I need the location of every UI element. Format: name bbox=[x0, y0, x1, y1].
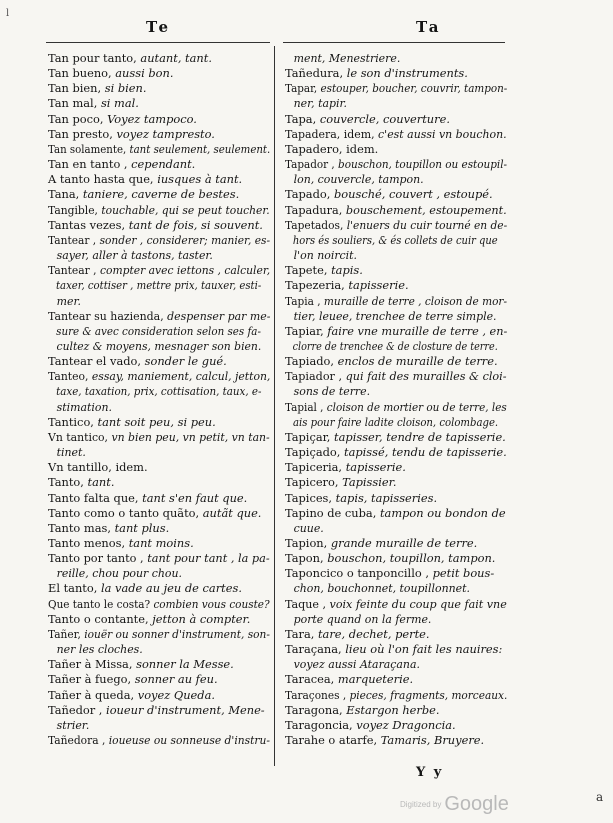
headword: Que tanto le costa? bbox=[48, 596, 154, 611]
dictionary-entry bbox=[48, 187, 270, 202]
headword: Tapadero, idem. bbox=[285, 141, 379, 156]
headword: Tañedura, bbox=[285, 66, 347, 81]
headword: A tanto hasta que, bbox=[48, 172, 158, 187]
dictionary-entry bbox=[285, 566, 507, 581]
dictionary-entry bbox=[285, 66, 507, 81]
headword: Taque , bbox=[285, 596, 330, 611]
headword: Taragoncia, bbox=[285, 717, 357, 732]
headword: Tantear el vado, bbox=[48, 354, 145, 369]
translation: Tamaris, Bruyere. bbox=[380, 733, 485, 748]
translation: si bien. bbox=[104, 81, 147, 96]
translation: Tapissier. bbox=[342, 475, 397, 490]
translation: tant moins. bbox=[128, 536, 194, 550]
dictionary-entry bbox=[285, 445, 507, 460]
dictionary-entry bbox=[48, 551, 268, 566]
entry-continuation bbox=[48, 278, 262, 293]
entry-continuation bbox=[285, 384, 498, 399]
translation: taniere, caverne de bestes. bbox=[82, 187, 240, 202]
entry-continuation bbox=[48, 384, 262, 399]
entry-continuation bbox=[48, 566, 261, 581]
headword: Tañedor , bbox=[48, 702, 107, 717]
translation: vn bien peu, vn petit, vn tan- bbox=[111, 429, 270, 444]
headword: Taracea, bbox=[285, 672, 338, 687]
translation: mer. bbox=[56, 293, 81, 308]
translation: bousché, couvert , estoupé. bbox=[333, 187, 493, 202]
headword: Tanto como o tanto quãto, bbox=[48, 505, 203, 520]
translation: Estargon herbe. bbox=[346, 702, 440, 717]
dictionary-entry bbox=[285, 596, 507, 612]
headword: Tañedora , bbox=[48, 733, 109, 748]
translation: tant pour tant , la pa- bbox=[147, 551, 270, 566]
headword: Tapiar, bbox=[285, 323, 328, 338]
headword: Tapadura, bbox=[285, 202, 346, 217]
translation: reille, chou pour chou. bbox=[56, 566, 182, 581]
running-head-right: Ta bbox=[416, 18, 442, 36]
translation: clorre de trenchee & de closture de terre. bbox=[292, 338, 498, 353]
dictionary-entry bbox=[48, 232, 271, 248]
dictionary-entry bbox=[48, 96, 270, 111]
translation: ner, tapir. bbox=[293, 96, 347, 111]
dictionary-entry bbox=[285, 627, 507, 642]
headword: Tapezeria, bbox=[285, 278, 349, 293]
translation: iouër ou sonner d'instrument, son- bbox=[84, 626, 270, 641]
headword: Tanto falta que, bbox=[48, 490, 143, 505]
entry-continuation bbox=[48, 248, 261, 263]
dictionary-entry bbox=[48, 429, 270, 445]
dictionary-entry bbox=[48, 733, 270, 748]
dictionary-entry bbox=[285, 293, 508, 309]
dictionary-entry bbox=[285, 369, 507, 384]
dictionary-entry bbox=[48, 506, 270, 521]
translation: cuue. bbox=[293, 520, 324, 535]
signature-mark: Y y bbox=[416, 765, 444, 780]
dictionary-entry bbox=[48, 657, 270, 672]
translation: l'on noircit. bbox=[293, 248, 358, 263]
dictionary-entry bbox=[285, 112, 507, 127]
dictionary-entry bbox=[285, 703, 507, 718]
translation: cultez & moyens, mesnager son bien. bbox=[56, 338, 262, 353]
translation: qui fait des murailles & cloi- bbox=[345, 369, 507, 384]
headword: Tantear , bbox=[48, 232, 100, 247]
translation: stimation. bbox=[56, 399, 112, 414]
dictionary-entry bbox=[48, 521, 270, 536]
translation: tant s'en faut que. bbox=[142, 490, 248, 505]
dictionary-entry bbox=[285, 354, 507, 369]
left-column bbox=[48, 51, 270, 748]
headword: Tapices, bbox=[285, 490, 336, 505]
translation: Voyez tampoco. bbox=[107, 111, 197, 126]
translation: tier, leuee, trenchee de terre simple. bbox=[293, 308, 497, 323]
headword: Tan presto, bbox=[48, 126, 117, 141]
entry-continuation bbox=[48, 323, 261, 339]
translation: voyez aussi Ataraçana. bbox=[293, 657, 420, 672]
translation: combien vous couste? bbox=[153, 596, 270, 611]
translation: essay, maniement, calcul, jetton, bbox=[91, 369, 271, 384]
translation: c'est aussi vn bouchon. bbox=[378, 126, 507, 141]
dictionary-entry bbox=[285, 187, 507, 202]
headword: Tan bueno, bbox=[48, 66, 116, 81]
headword: Tantear su hazienda, bbox=[48, 308, 168, 323]
entry-continuation bbox=[48, 445, 261, 460]
dictionary-entry bbox=[48, 66, 270, 81]
translation: le son d'instruments. bbox=[346, 66, 468, 81]
headword: Tanteo, bbox=[48, 369, 92, 384]
dictionary-entry bbox=[48, 703, 270, 718]
dictionary-entry bbox=[48, 369, 271, 384]
headword: Tañer, bbox=[48, 626, 85, 641]
translation: iusques à tant. bbox=[157, 172, 243, 187]
dictionary-entry bbox=[48, 688, 270, 703]
headword: Tapial , bbox=[285, 399, 327, 414]
translation: bouschon, toupillon ou estoupil- bbox=[338, 157, 508, 172]
headword: Tarahe o atarfe, bbox=[285, 733, 381, 748]
headword: Tapon, bbox=[285, 551, 328, 566]
translation: cependant. bbox=[131, 157, 196, 172]
dictionary-entry bbox=[48, 491, 270, 506]
dictionary-entry bbox=[48, 536, 270, 551]
dictionary-entry bbox=[285, 733, 507, 748]
column-divider bbox=[274, 46, 275, 766]
dictionary-entry bbox=[48, 581, 270, 596]
dictionary-entry bbox=[48, 141, 271, 157]
headword: Tañer à fuego, bbox=[48, 672, 135, 687]
translation: chon, bouchonnet, toupillonnet. bbox=[293, 581, 470, 596]
translation: pieces, fragments, morceaux. bbox=[349, 687, 508, 702]
dictionary-entry bbox=[48, 51, 270, 66]
entry-continuation bbox=[285, 414, 499, 430]
headword: Taraçana, bbox=[285, 642, 346, 657]
entry-continuation bbox=[48, 294, 261, 309]
dictionary-entry bbox=[48, 672, 270, 687]
dictionary-entry bbox=[285, 687, 508, 703]
translation: la vade au jeu de cartes. bbox=[100, 581, 242, 596]
dictionary-entry bbox=[285, 81, 508, 96]
dictionary-entry bbox=[285, 217, 508, 233]
entry-continuation bbox=[285, 338, 498, 354]
headword: Tapion, bbox=[285, 536, 331, 550]
translation: ioueuse ou sonneuse d'instru- bbox=[108, 733, 270, 748]
headword: Tapete, bbox=[285, 263, 332, 278]
headword: Tangible, bbox=[48, 202, 102, 217]
edge-mark: a bbox=[596, 790, 604, 804]
entry-continuation bbox=[48, 338, 262, 354]
dictionary-entry bbox=[285, 263, 507, 278]
headword: Taragona, bbox=[285, 702, 347, 717]
headword: Taraçones , bbox=[285, 687, 350, 702]
dictionary-entry bbox=[48, 157, 270, 172]
translation: tare, dechet, perte. bbox=[317, 626, 430, 641]
headword: Taponcico o tanponcillo , bbox=[285, 566, 433, 581]
headword: Vn tantillo, idem. bbox=[48, 460, 148, 475]
dictionary-entry bbox=[285, 142, 507, 157]
translation: lieu où l'on fait les nauires: bbox=[345, 642, 503, 657]
translation: petit bous- bbox=[432, 566, 495, 581]
dictionary-entry bbox=[48, 127, 270, 142]
entry-continuation bbox=[285, 51, 498, 66]
headword: Tana, bbox=[48, 187, 83, 202]
translation: voyez tampresto. bbox=[116, 126, 215, 141]
dictionary-entry bbox=[285, 126, 507, 142]
translation: sure & avec consideration selon ses fa- bbox=[56, 323, 261, 338]
translation: bouschon, toupillon, tampon. bbox=[327, 551, 496, 566]
entry-continuation bbox=[285, 309, 498, 324]
translation: voyez Queda. bbox=[137, 687, 215, 702]
translation: tinet. bbox=[56, 445, 86, 460]
dictionary-entry bbox=[48, 112, 270, 127]
translation: tapisser, tendre de tapisserie. bbox=[334, 429, 506, 444]
translation: strier. bbox=[56, 717, 90, 732]
running-head-left: Te bbox=[146, 18, 171, 36]
headword: Tapino de cuba, bbox=[285, 505, 380, 520]
dictionary-entry bbox=[48, 596, 270, 612]
entry-continuation bbox=[285, 172, 498, 187]
dictionary-entry bbox=[285, 672, 507, 687]
translation: ioueur d'instrument, Mene- bbox=[106, 702, 265, 717]
translation: lon, couvercle, tampon. bbox=[293, 172, 424, 187]
dictionary-entry bbox=[285, 323, 508, 339]
entry-continuation bbox=[48, 642, 261, 657]
translation: sons de terre. bbox=[293, 384, 371, 399]
dictionary-entry bbox=[285, 157, 508, 172]
translation: l'enuers du cuir tourné en de- bbox=[346, 217, 508, 232]
headword: Tapadera, idem, bbox=[285, 126, 379, 141]
digitized-watermark bbox=[400, 793, 509, 816]
translation: estouper, boucher, couvrir, tampon- bbox=[320, 81, 508, 96]
translation: faire vne muraille de terre , en- bbox=[327, 323, 508, 338]
google-logo: Google bbox=[444, 793, 509, 815]
dictionary-entry bbox=[48, 415, 270, 430]
translation: taxer, cottiser , mettre prix, tauxer, esti- bbox=[55, 278, 262, 293]
headword: Tañer à Missa, bbox=[48, 657, 137, 672]
headword: Tapia , bbox=[285, 293, 324, 308]
dictionary-entry bbox=[48, 218, 270, 233]
translation: ment, Menestriere. bbox=[293, 51, 401, 65]
translation: tapis, tapisseries. bbox=[335, 490, 438, 505]
headword: Tanto o contante, bbox=[48, 611, 153, 626]
dictionary-entry bbox=[48, 612, 270, 627]
headword: Tapetados, bbox=[285, 217, 347, 232]
headword: Tantas vezes, bbox=[48, 217, 129, 232]
translation: hors és souliers, & és collets de cuir que bbox=[292, 232, 498, 247]
dictionary-entry bbox=[285, 430, 507, 445]
headword: Tañer à queda, bbox=[48, 687, 138, 702]
dictionary-entry bbox=[48, 263, 271, 278]
entry-continuation bbox=[285, 581, 498, 596]
dictionary-entry bbox=[285, 475, 507, 490]
translation: sonder le gué. bbox=[144, 354, 227, 369]
translation: marqueterie. bbox=[337, 672, 414, 687]
headword: Tapiador , bbox=[285, 369, 346, 384]
translation: ner les cloches. bbox=[56, 642, 143, 657]
dictionary-entry bbox=[285, 202, 507, 218]
translation: bouschement, estoupement. bbox=[345, 202, 507, 217]
dictionary-entry bbox=[285, 460, 507, 475]
translation: compter avec iettons , calculer, bbox=[100, 263, 271, 278]
dictionary-entry bbox=[285, 399, 507, 415]
dictionary-entry bbox=[48, 81, 270, 96]
headword: Tan poco, bbox=[48, 111, 108, 126]
dictionary-entry bbox=[48, 172, 270, 187]
translation: sonder , considerer; manier, es- bbox=[99, 232, 271, 247]
entry-continuation bbox=[285, 232, 498, 248]
headword: Tapiçar, bbox=[285, 429, 335, 444]
translation: tapisserie. bbox=[345, 460, 406, 475]
entry-continuation bbox=[285, 521, 498, 536]
headword: Tapado, bbox=[285, 187, 334, 202]
headword: Tapiceria, bbox=[285, 460, 346, 475]
head-rule-right bbox=[283, 42, 505, 43]
translation: enclos de muraille de terre. bbox=[337, 354, 498, 369]
headword: Tantear , bbox=[48, 263, 101, 278]
headword: Tapa, bbox=[285, 111, 320, 126]
translation: voyez Dragoncia. bbox=[356, 717, 456, 732]
translation: muraille de terre , cloison de mor- bbox=[323, 293, 508, 308]
headword: Tara, bbox=[285, 626, 318, 641]
translation: ais pour faire ladite cloison, colombage. bbox=[292, 414, 499, 429]
dictionary-entry bbox=[285, 551, 507, 566]
dictionary-entry bbox=[48, 354, 270, 369]
headword: Tapar, bbox=[285, 81, 321, 96]
translation: touchable, qui se peut toucher. bbox=[101, 202, 270, 217]
translation: porte quand on la ferme. bbox=[293, 611, 432, 626]
headword: Tanto por tanto , bbox=[48, 551, 148, 566]
entry-continuation bbox=[48, 400, 261, 415]
translation: tapisserie. bbox=[348, 278, 409, 293]
dictionary-entry bbox=[285, 536, 507, 551]
dictionary-entry bbox=[285, 718, 507, 733]
translation: tant soit peu, si peu. bbox=[97, 414, 216, 429]
right-column bbox=[285, 51, 507, 748]
headword: Tanto menos, bbox=[48, 536, 129, 550]
dictionary-entry bbox=[48, 460, 270, 475]
translation: jetton à compter. bbox=[152, 611, 251, 626]
headword: Tantico, bbox=[48, 414, 98, 429]
headword: Tan pour tanto, bbox=[48, 51, 141, 65]
translation: cloison de mortier ou de terre, les bbox=[326, 399, 507, 414]
headword: Tanto mas, bbox=[48, 520, 115, 535]
translation: autant, tant. bbox=[140, 51, 212, 65]
headword: Tanto, bbox=[48, 475, 88, 490]
headword: Tapicero, bbox=[285, 475, 343, 490]
headword: Tan mal, bbox=[48, 96, 101, 111]
translation: sonner au feu. bbox=[134, 672, 218, 687]
translation: tapis. bbox=[331, 263, 363, 278]
margin-mark: l bbox=[6, 8, 10, 19]
dictionary-entry bbox=[48, 475, 270, 490]
dictionary-entry bbox=[285, 642, 507, 657]
headword: Tapiado, bbox=[285, 354, 338, 369]
digitized-by-text: Digitized by bbox=[400, 800, 442, 809]
headword: Tapador , bbox=[285, 157, 339, 172]
entry-continuation bbox=[285, 612, 498, 627]
entry-continuation bbox=[285, 657, 498, 672]
translation: tant. bbox=[87, 475, 115, 490]
dictionary-entry bbox=[285, 278, 507, 293]
translation: despenser par me- bbox=[167, 308, 271, 323]
entry-continuation bbox=[48, 718, 261, 733]
headword: Tan bien, bbox=[48, 81, 105, 96]
headword: Tan solamente, bbox=[48, 141, 130, 156]
head-rule-left bbox=[46, 42, 270, 43]
translation: grande muraille de terre. bbox=[330, 536, 478, 550]
translation: sayer, aller à tastons, taster. bbox=[56, 248, 213, 263]
translation: tant de fois, si souvent. bbox=[128, 217, 263, 232]
entry-continuation bbox=[285, 96, 498, 111]
entry-continuation bbox=[285, 248, 498, 263]
dictionary-entry bbox=[48, 308, 271, 324]
dictionary-entry bbox=[285, 506, 507, 521]
headword: El tanto, bbox=[48, 581, 101, 596]
translation: taxe, taxation, prix, cottisation, taux, e- bbox=[56, 384, 262, 399]
translation: tapissé, tendu de tapisserie. bbox=[344, 445, 507, 460]
dictionary-entry bbox=[48, 626, 270, 642]
dictionary-entry bbox=[48, 202, 270, 218]
headword: Vn tantico, bbox=[48, 429, 112, 444]
headword: Tan en tanto , bbox=[48, 157, 132, 172]
translation: couvercle, couverture. bbox=[319, 111, 450, 126]
translation: autãt que. bbox=[202, 505, 262, 520]
translation: aussi bon. bbox=[115, 66, 174, 81]
translation: tampon ou bondon de bbox=[379, 505, 506, 520]
translation: si mal. bbox=[100, 96, 139, 111]
translation: sonner la Messe. bbox=[136, 657, 234, 672]
translation: voix feinte du coup que fait vne bbox=[329, 596, 507, 611]
translation: tant plus. bbox=[114, 520, 170, 535]
headword: Tapiçado, bbox=[285, 445, 344, 460]
translation: tant seulement, seulement. bbox=[129, 141, 271, 156]
dictionary-entry bbox=[285, 491, 507, 506]
